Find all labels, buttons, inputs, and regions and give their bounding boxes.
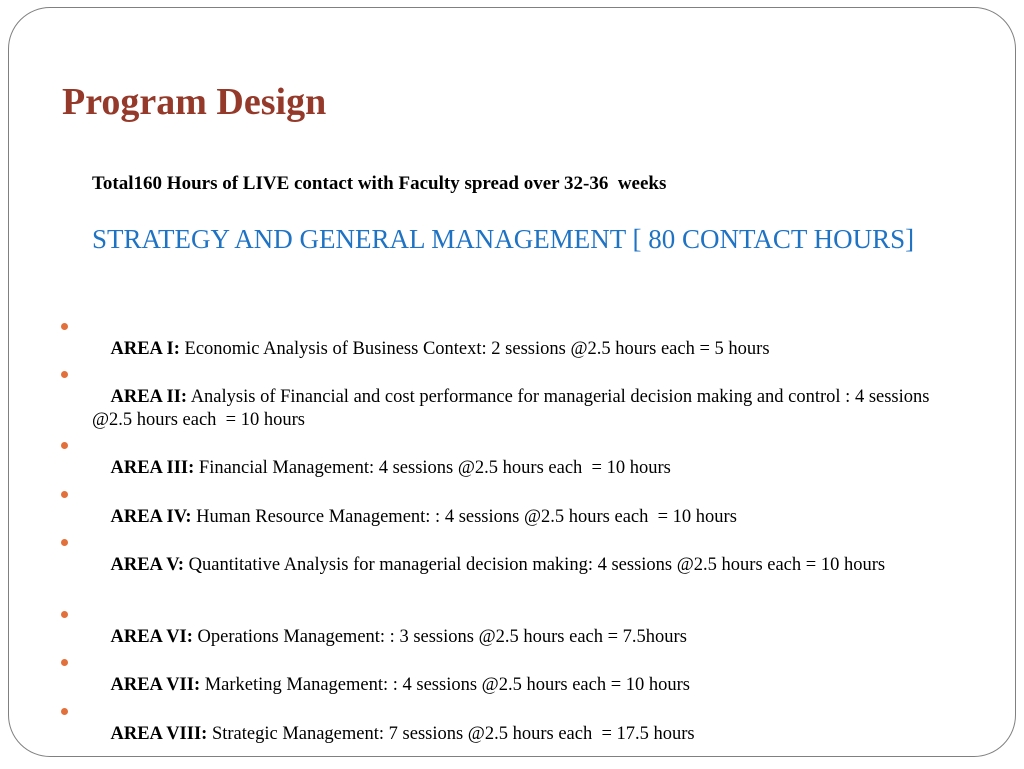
bullet-icon xyxy=(61,371,68,378)
area-label: AREA VI: xyxy=(110,627,193,647)
bullet-icon xyxy=(61,442,68,449)
slide-title: Program Design xyxy=(62,81,327,123)
area-label: AREA VII: xyxy=(110,675,201,695)
area-label: AREA III: xyxy=(110,458,195,478)
bullet-icon xyxy=(61,491,68,498)
area-label: AREA V: xyxy=(110,555,185,575)
area-text: Marketing Management: : 4 sessions @2.5 hours each = 10 hours xyxy=(200,675,690,695)
area-label: AREA VIII: xyxy=(110,724,208,744)
section-heading: STRATEGY AND GENERAL MANAGEMENT [ 80 CONTACT HOURS] xyxy=(92,224,915,254)
bullet-icon xyxy=(61,708,68,715)
list-item xyxy=(92,531,958,600)
area-text: Strategic Management: 7 sessions @2.5 hours each = 17.5 hours xyxy=(207,724,695,744)
area-text: Analysis of Financial and cost performance for managerial decision making and control : 4 sessions @2.5 hours each = 10 hours xyxy=(92,387,935,430)
area-label: AREA II: xyxy=(110,387,188,407)
area-text: Operations Management: : 3 sessions @2.5 hours each = 7.5hours xyxy=(192,627,687,647)
area-text: Human Resource Management: : 4 sessions @2.5 hours each = 10 hours xyxy=(191,507,737,527)
area-label: AREA I: xyxy=(110,339,180,359)
bullet-icon xyxy=(61,539,68,546)
area-text: Economic Analysis of Business Context: 2 sessions @2.5 hours each = 5 hours xyxy=(179,339,770,359)
area-text: Quantitative Analysis for managerial decision making: 4 sessions @2.5 hours each = 10 hours xyxy=(184,555,886,575)
area-label: AREA IV: xyxy=(110,507,192,527)
bullet-icon xyxy=(61,659,68,666)
bullet-icon xyxy=(61,323,68,330)
area-text: Financial Management: 4 sessions @2.5 hours each = 10 hours xyxy=(194,458,671,478)
list-item xyxy=(92,700,958,769)
bullet-icon xyxy=(61,611,68,618)
intro-text: Total160 Hours of LIVE contact with Faculty spread over 32-36 weeks xyxy=(92,173,667,194)
